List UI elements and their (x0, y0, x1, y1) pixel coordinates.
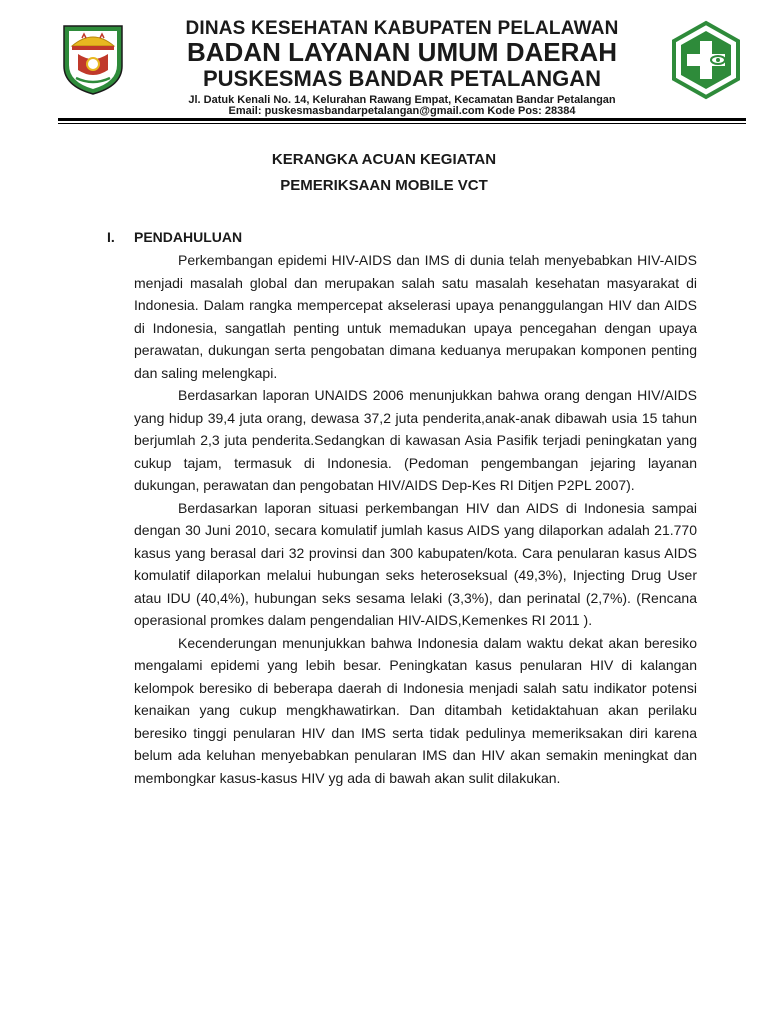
paragraph: Berdasarkan laporan situasi perkembangan HIV dan AIDS di Indonesia sampai dengan 30 Juni 2010, secara komulatif jumlah kasus AIDS yang dilaporkan adalah 21.770 kasus yang berasal dari 32 provinsi dan 300 kabupaten/kota. Cara penularan kasus AIDS komulatif dilaporkan melalui hubungan seks heteroseksual (49,3%), Injecting Drug User atau IDU (40,4%), hubungan seks sesama lelaki (3,3%), dan perinatal (2,7%). (Rencana operasional promkes dalam pengendalian HIV-AIDS,Kemenkes RI 2011 ). (134, 499, 697, 628)
section-heading: PENDAHULUAN (134, 229, 243, 245)
paragraph: Kecenderungan menunjukkan bahwa Indonesia dalam waktu dekat akan beresiko mengalami epidemi yang lebih besar. Peningkatan kasus penularan HIV di kalangan kelompok beresiko di beberapa daerah di Indonesia menjadi salah satu indikator potensi kenaikan yang cukup mengkhawatirkan. Dan ditambah ketidaktahuan akan perilaku beresiko tinggi penularan HIV dan IMS serta tidak pedulinya memeriksakan diri karena belum ada keluhan menyebabkan penularan IMS dan HIV akan semakin meningkat dan membongkar kasus-kasus HIV yg ada di bawah akan sulit dilakukan. (134, 634, 697, 786)
document-title: KERANGKA ACUAN KEGIATAN (271, 151, 497, 168)
document-subtitle: PEMERIKSAAN MOBILE VCT (280, 177, 488, 194)
paragraph: Perkembangan epidemi HIV-AIDS dan IMS di dunia telah menyebabkan HIV-AIDS menjadi masalah global dan merupakan salah satu masalah kesehatan masyarakat di Indonesia. Dalam rangka mempercepat akselerasi upaya penanggulangan HIV dan AIDS di Indonesia, sangatlah penting untuk memadukan upaya pencegahan dengan upaya perawatan, dukungan serta pengobatan dimana keduanya merupakan komponen penting dan saling melengkapi. (134, 252, 697, 381)
section-number: I. (107, 229, 115, 245)
letterhead-agency: DINAS KESEHATAN KABUPATEN PELALAWAN (185, 18, 619, 39)
section-body (134, 249, 697, 789)
regency-crest-icon (60, 22, 126, 96)
letterhead-address: Jl. Datuk Kenali No. 14, Kelurahan Rawang Empat, Kecamatan Bandar Petalangan (188, 94, 616, 106)
letterhead-divider (58, 118, 746, 121)
paragraph: Berdasarkan laporan UNAIDS 2006 menunjukkan bahwa orang dengan HIV/AIDS yang hidup 39,4 juta orang, dewasa 37,2 juta penderita,anak-anak dibawah usia 15 tahun berjumlah 2,3 juta penderita.Sedangkan di kawasan Asia Pasifik terjadi peningkatan yang cukup tajam, termasuk di Indonesia. (Pedoman pengembangan jejaring layanan dukungan, perawatan dan pengobatan HIV/AIDS Dep-Kes RI Ditjen P2PL 2007). (134, 387, 697, 493)
letterhead-divider-thin (58, 123, 746, 124)
letterhead-facility: PUSKESMAS BANDAR PETALANGAN (202, 66, 602, 91)
puskesmas-emblem-icon (670, 20, 742, 100)
letterhead (0, 0, 768, 125)
letterhead-institution: BADAN LAYANAN UMUM DAERAH (187, 37, 617, 67)
letterhead-contact: Email: puskesmasbandarpetalangan@gmail.com Kode Pos: 28384 (228, 105, 576, 117)
